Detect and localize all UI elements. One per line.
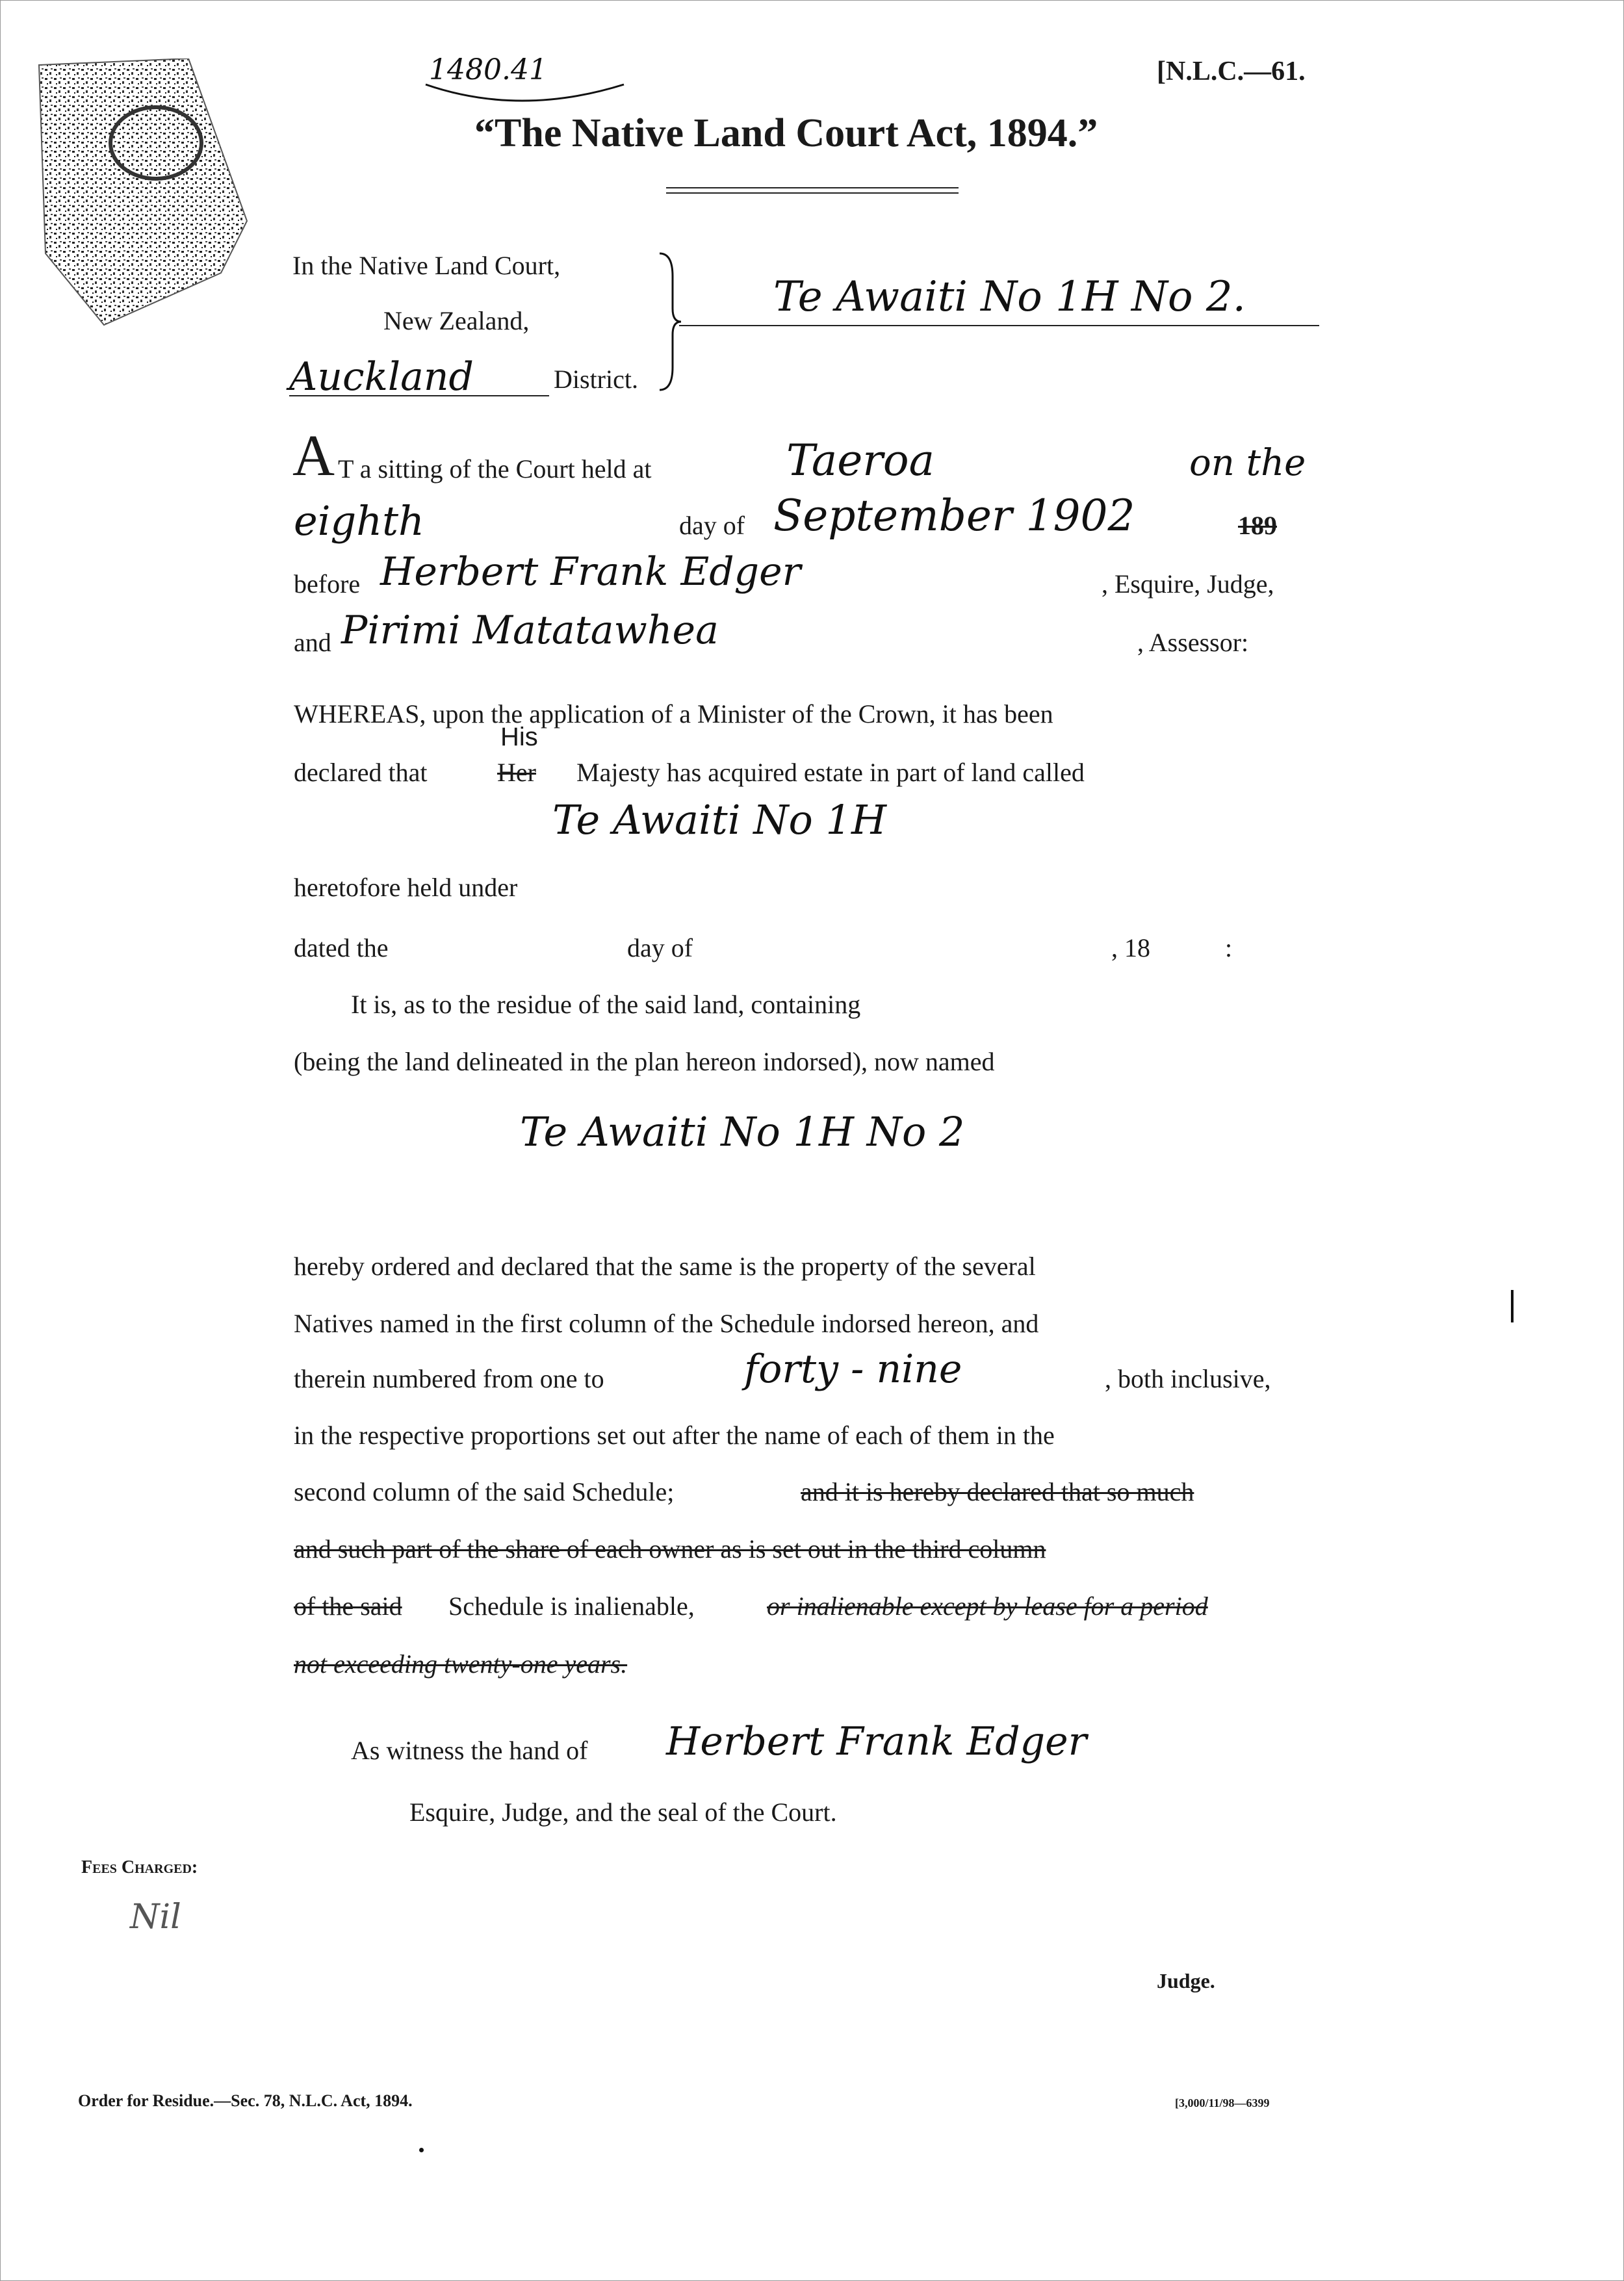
- and-label: and: [294, 628, 331, 657]
- esquire-judge-label: , Esquire, Judge,: [1102, 569, 1274, 599]
- dated-colon: :: [1225, 933, 1233, 962]
- order-line-8-struck: not exceeding twenty-one years.: [294, 1649, 628, 1679]
- order-line-7a-struck: of the said: [294, 1592, 402, 1621]
- court-line-1: In the Native Land Court,: [292, 251, 561, 280]
- district-label: District.: [554, 365, 638, 394]
- day-of-label: day of: [679, 511, 745, 540]
- order-line-5b-struck: and it is hereby declared that so much: [801, 1477, 1194, 1506]
- land-name-underline: [679, 325, 1319, 326]
- district-underline: [289, 395, 549, 396]
- order-line-7c-struck: or inalienable except by lease for a period: [767, 1592, 1208, 1621]
- fees-value-handwritten: Nil: [130, 1898, 181, 1937]
- witness-line-2: Esquire, Judge, and the seal of the Court.: [409, 1798, 837, 1827]
- year-struck: 189: [1238, 511, 1277, 540]
- whereas-line-1: WHEREAS, upon the application of a Minister of the Crown, it has been: [294, 699, 1053, 728]
- owner-count-handwritten: forty - nine: [744, 1347, 962, 1392]
- judge-name-handwritten: Herbert Frank Edger: [380, 549, 801, 595]
- order-line-6-struck: and such part of the share of each owner as is set out in the third column: [294, 1534, 1046, 1564]
- residue-name-handwritten: Te Awaiti No 1H No 2: [520, 1108, 965, 1155]
- drop-cap: A: [292, 424, 335, 488]
- margin-mark-right: [1511, 1290, 1514, 1322]
- act-title: “The Native Land Court Act, 1894.”: [474, 111, 1098, 155]
- order-line-5a: second column of the said Schedule;: [294, 1477, 675, 1506]
- reference-number: 1480.41: [429, 53, 547, 86]
- sitting-day-handwritten: eighth: [294, 497, 424, 545]
- her-struck: Her: [497, 758, 536, 787]
- land-name-handwritten: Te Awaiti No 1H No 2.: [773, 273, 1246, 321]
- sitting-text: T a sitting of the Court held at: [338, 454, 652, 483]
- his-inserted: His: [500, 723, 538, 751]
- sitting-place-handwritten: Taeroa: [786, 435, 934, 485]
- district-handwritten: Auckland: [289, 354, 474, 400]
- residue-line-2: (being the land delineated in the plan hereon indorsed), now named: [294, 1047, 995, 1076]
- order-line-3b: , both inclusive,: [1105, 1364, 1271, 1393]
- judge-signature-label: Judge.: [1157, 1969, 1215, 1992]
- dated-day-of-label: day of: [627, 933, 693, 962]
- court-brace: [656, 250, 682, 393]
- on-the-handwritten: on the: [1189, 442, 1306, 484]
- order-line-1: hereby ordered and declared that the same is the property of the several: [294, 1252, 1036, 1281]
- order-line-3a: therein numbered from one to: [294, 1364, 604, 1393]
- whereas-land-handwritten: Te Awaiti No 1H: [552, 796, 887, 844]
- fees-charged-label: Fees Charged:: [81, 1857, 198, 1877]
- order-line-2: Natives named in the first column of the Schedule indorsed hereon, and: [294, 1309, 1039, 1338]
- title-double-rule: [666, 187, 959, 194]
- court-line-2: New Zealand,: [383, 306, 530, 335]
- form-code: [N.L.C.—61.: [1157, 57, 1306, 86]
- footer-right: [3,000/11/98—6399: [1175, 2096, 1270, 2109]
- witness-line-1: As witness the hand of: [351, 1736, 588, 1765]
- whereas-line-2-rest: Majesty has acquired estate in part of land called: [576, 758, 1085, 787]
- footer-left: Order for Residue.—Sec. 78, N.L.C. Act, 1894.: [78, 2091, 413, 2110]
- dated-the-label: dated the: [294, 933, 389, 962]
- footer-dot: [419, 2148, 424, 2152]
- order-line-4: in the respective proportions set out after the name of each of them in the: [294, 1421, 1055, 1450]
- sitting-month-handwritten: September 1902: [773, 491, 1135, 541]
- dated-year-label: , 18: [1111, 933, 1150, 962]
- declared-that-label: declared that: [294, 758, 428, 787]
- witness-judge-handwritten: Herbert Frank Edger: [666, 1719, 1087, 1764]
- order-line-7b: Schedule is inalienable,: [448, 1592, 695, 1621]
- assessor-name-handwritten: Pirimi Matatawhea: [341, 608, 719, 653]
- reference-underline-stroke: [422, 78, 630, 110]
- assessor-label: , Assessor:: [1137, 628, 1249, 657]
- residue-line-1: It is, as to the residue of the said land, containing: [351, 990, 861, 1019]
- court-seal-stamp: [26, 58, 260, 331]
- heretofore-label: heretofore held under: [294, 873, 518, 902]
- before-label: before: [294, 569, 361, 599]
